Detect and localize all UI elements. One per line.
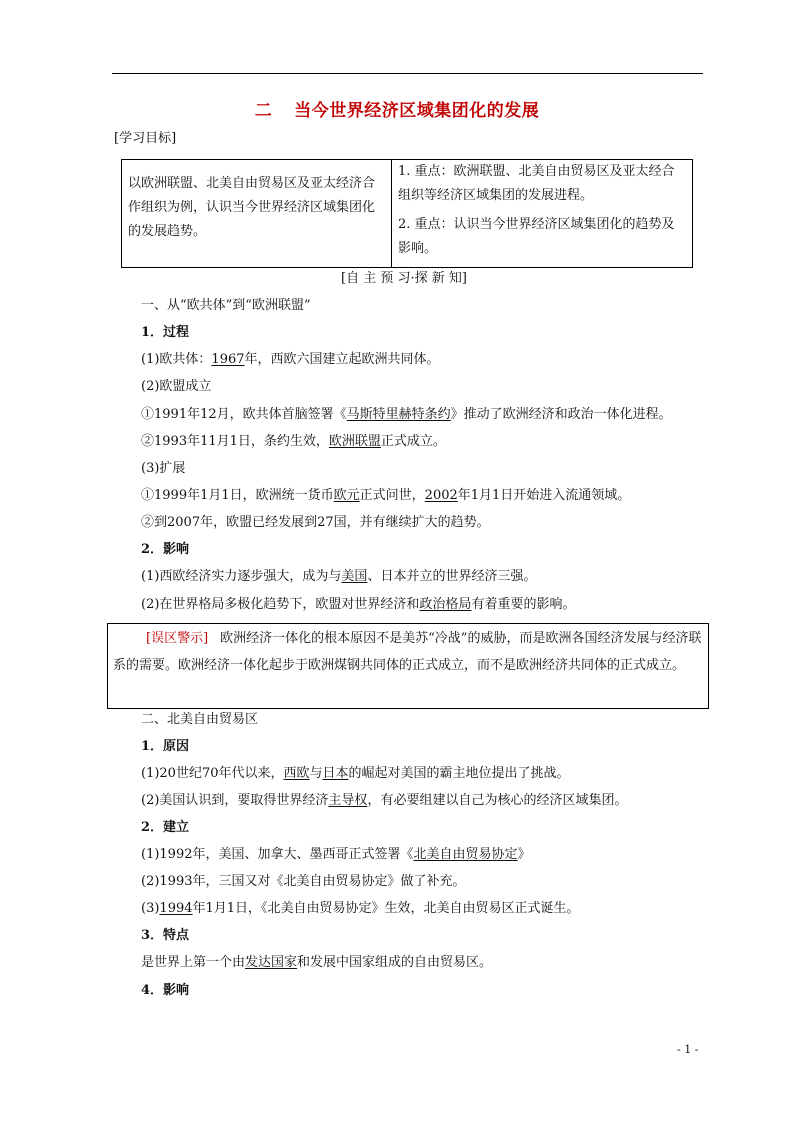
misconception-warning-box (107, 623, 709, 709)
text-fragment: 与 (309, 766, 323, 781)
blank-answer: 政治格局 (419, 597, 472, 612)
section1-line-multipolar (141, 596, 575, 614)
objective-key-point-2: 2. 重点：认识当今世界经济区域集团化的趋势及影响。 (398, 217, 675, 256)
text-fragment: 年1月1日，《北美自由贸易协定》生效，北美自由贸易区正式诞生。 (192, 901, 580, 916)
section2-line-rise (141, 765, 570, 783)
objectives-right-cell (392, 160, 692, 267)
objective-key-point-1: 1. 重点：欧洲联盟、北美自由贸易区及亚太经合组织等经济区域集团的发展进程。 (398, 164, 675, 203)
section1-line-ec (141, 351, 440, 369)
text-fragment: (1)欧共体： (141, 352, 212, 367)
warning-tag: [误区警示] (146, 631, 209, 646)
section1-heading: 一、从“欧共体”到“欧洲联盟” (141, 298, 311, 313)
blank-answer: 欧元 (333, 488, 360, 503)
text-fragment: 正式成立。 (380, 434, 446, 449)
section2-line-1992 (141, 846, 531, 864)
section2-establish-heading: 2．建立 (141, 820, 190, 835)
blank-answer: 西欧 (283, 766, 310, 781)
blank-answer: 发达国家 (245, 955, 298, 970)
section1-line-eu (141, 433, 446, 451)
section1-eu-founding: (2)欧盟成立 (141, 379, 212, 394)
header-rule (112, 73, 703, 74)
text-fragment: ①1999年1月1日，欧洲统一货币 (141, 488, 334, 503)
text-fragment: 是世界上第一个由 (141, 955, 246, 970)
section2-line-feature (141, 954, 492, 972)
section1-expansion: (3)扩展 (141, 461, 186, 476)
text-fragment: (1)西欧经济实力逐步强大，成为与 (141, 569, 342, 584)
section1-line-power (141, 568, 536, 586)
text-fragment: 正式问世， (359, 488, 425, 503)
text-fragment: 年，西欧六国建立起欧洲共同体。 (244, 352, 440, 367)
section1-line-2007: ②到2007年，欧盟已经发展到27国，并有继续扩大的趋势。 (141, 515, 490, 530)
text-fragment: 的崛起对美国的霸主地位提出了挑战。 (348, 766, 570, 781)
objectives-label: [学习目标] (114, 131, 177, 146)
section2-line-dominance (141, 792, 627, 810)
blank-answer: 日本 (322, 766, 349, 781)
section2-line-1993: (2)1993年，三国又对《北美自由贸易协定》做了补充。 (141, 874, 466, 889)
section2-heading: 二、北美自由贸易区 (141, 712, 259, 727)
text-fragment: (2)美国认识到，要取得世界经济 (141, 793, 329, 808)
text-fragment: (1)1992年，美国、加拿大、墨西哥正式签署《 (141, 847, 414, 862)
section2-cause-heading: 1．原因 (141, 739, 190, 754)
section2-feature-heading: 3．特点 (141, 928, 190, 943)
blank-answer: 北美自由贸易协定 (413, 847, 518, 862)
text-fragment: ②1993年11月1日，条约生效， (141, 434, 329, 449)
text-fragment: (2)在世界格局多极化趋势下，欧盟对世界经济和 (141, 597, 420, 612)
text-fragment: (1)20世纪70年代以来， (141, 766, 284, 781)
blank-answer: 1967 (211, 352, 245, 367)
section1-process-heading: 1．过程 (141, 325, 190, 340)
text-fragment: ①1991年12月，欧共体首脑签署《 (141, 407, 347, 422)
preview-header: [自 主 预 习·探 新 知] (341, 271, 467, 286)
text-fragment: 》推动了欧洲经济和政治一体化进程。 (450, 407, 672, 422)
objectives-left-cell: 以欧洲联盟、北美自由贸易区及亚太经济合作组织为例，认识当今世界经济区域集团化的发展趋势。 (122, 160, 392, 267)
text-fragment: 年1月1日开始进入流通领域。 (457, 488, 631, 503)
blank-answer: 马斯特里赫特条约 (346, 407, 451, 422)
page-number: - 1 - (677, 1043, 699, 1056)
section1-line-euro (141, 487, 630, 505)
blank-answer: 2002 (424, 488, 458, 503)
warning-text: 欧洲经济一体化的根本原因不是美苏“冷战”的威胁，而是欧洲各国经济发展与经济联系的需要。欧洲经济一体化起步于欧洲煤钢共同体的正式成立，而不是欧洲经济共同体的正式成立。 (113, 631, 702, 673)
section1-line-treaty (141, 406, 672, 424)
text-fragment: 和发展中国家组成的自由贸易区。 (297, 955, 493, 970)
section2-line-1994 (141, 900, 580, 918)
text-fragment: 有着重要的影响。 (471, 597, 576, 612)
text-fragment: 》 (517, 847, 531, 862)
page-title (0, 96, 794, 121)
blank-answer: 1994 (159, 901, 193, 916)
blank-answer: 主导权 (328, 793, 368, 808)
text-fragment: 、日本并立的世界经济三强。 (367, 569, 537, 584)
objectives-table (121, 159, 693, 268)
section1-impact-heading: 2．影响 (141, 542, 190, 557)
title-text: 当今世界经济区域集团化的发展 (294, 101, 540, 121)
text-fragment: ，有必要组建以自己为核心的经济区域集团。 (367, 793, 628, 808)
blank-answer: 美国 (341, 569, 368, 584)
title-number: 二 (254, 101, 273, 121)
text-fragment: (3) (141, 901, 160, 916)
section2-impact-heading: 4．影响 (141, 983, 190, 998)
blank-answer: 欧洲联盟 (328, 434, 381, 449)
